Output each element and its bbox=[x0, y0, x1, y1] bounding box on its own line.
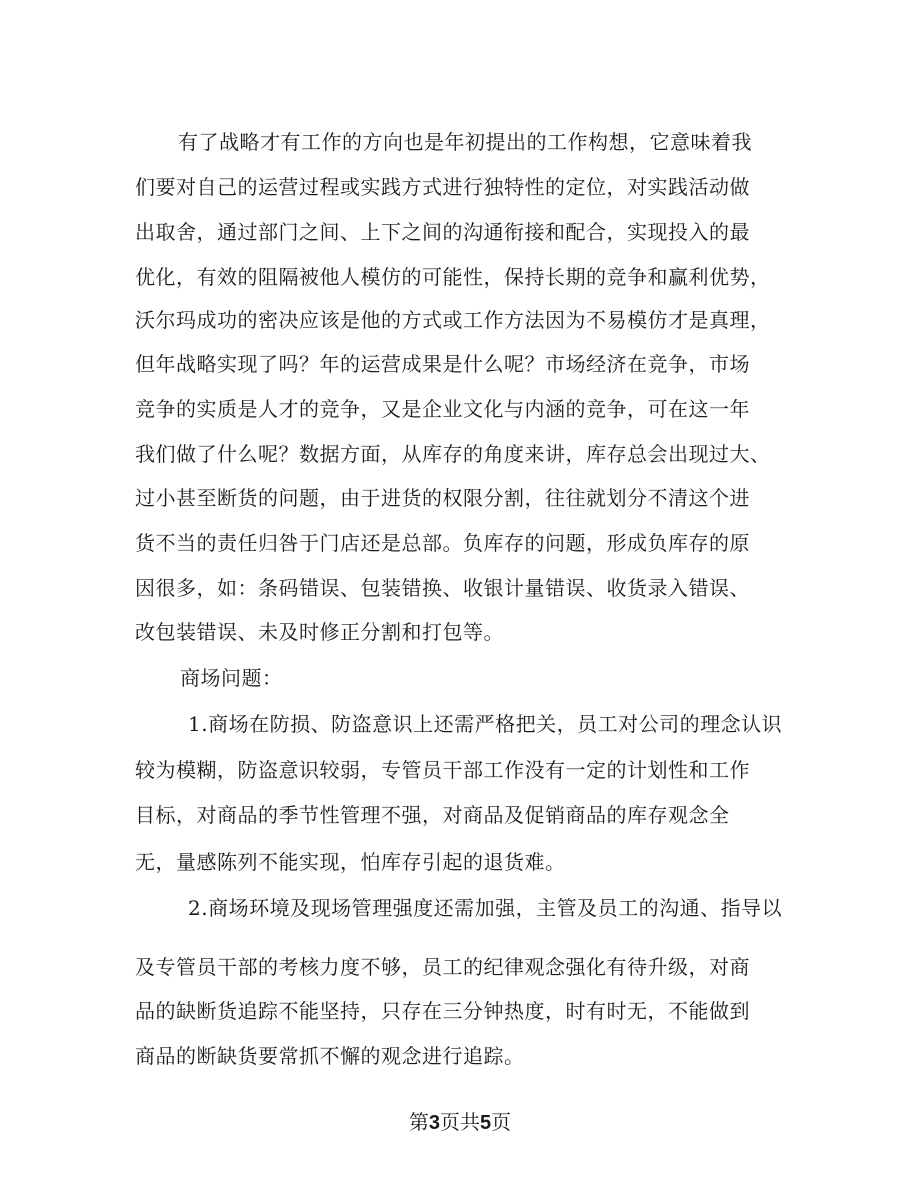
paragraph-line: 过小甚至断货的问题，由于进货的权限分割，往往就划分不清这个进 bbox=[135, 486, 750, 510]
item2-line: 商品的断缺货要常抓不懈的观念进行追踪。 bbox=[135, 1044, 525, 1068]
section-heading: 商场问题： bbox=[180, 666, 283, 690]
paragraph-line: 沃尔玛成功的密决应该是他的方式或工作方法因为不易模仿才是真理， bbox=[135, 308, 771, 332]
item1-line: 无，量感陈列不能实现，怕库存引起的退货难。 bbox=[135, 850, 566, 874]
item2-line: 2.商场环境及现场管理强度还需加强，主管及员工的沟通、指导以 bbox=[188, 896, 783, 920]
footer-middle: 页共 bbox=[440, 1110, 480, 1134]
paragraph-line: 我们做了什么呢？数据方面，从库存的角度来讲，库存总会出现过大、 bbox=[135, 442, 771, 466]
paragraph-line: 竞争的实质是人才的竞争，又是企业文化与内涵的竞争，可在这一年 bbox=[135, 397, 750, 421]
paragraph-line: 货不当的责任归咎于门店还是总部。负库存的问题，形成负库存的原 bbox=[135, 531, 750, 555]
paragraph-line: 改包装错误、未及时修正分割和打包等。 bbox=[135, 620, 504, 644]
current-page-number: 3 bbox=[428, 1112, 440, 1134]
paragraph-line: 出取舍，通过部门之间、上下之间的沟通衔接和配合，实现投入的最 bbox=[135, 220, 750, 244]
item2-line: 及专管员干部的考核力度不够，员工的纪律观念强化有待升级，对商 bbox=[135, 955, 750, 979]
item1-line: 1.商场在防损、防盗意识上还需严格把关，员工对公司的理念认识 bbox=[188, 712, 783, 736]
item1-line: 较为模糊，防盗意识较弱，专管员干部工作没有一定的计划性和工作 bbox=[135, 758, 750, 782]
page-footer bbox=[0, 1110, 920, 1135]
paragraph-line: 们要对自己的运营过程或实践方式进行独特性的定位，对实践活动做 bbox=[135, 175, 750, 199]
footer-prefix: 第 bbox=[408, 1110, 429, 1134]
item1-line: 目标，对商品的季节性管理不强，对商品及促销商品的库存观念全 bbox=[135, 803, 730, 827]
paragraph-line: 因很多，如：条码错误、包装错换、收银计量错误、收货录入错误、 bbox=[135, 576, 750, 600]
total-page-number: 5 bbox=[480, 1112, 492, 1134]
footer-suffix: 页 bbox=[491, 1110, 512, 1134]
paragraph-line: 有了战略才有工作的方向也是年初提出的工作构想，它意味着我 bbox=[178, 130, 752, 154]
item2-line: 品的缺断货追踪不能坚持，只存在三分钟热度，时有时无，不能做到 bbox=[135, 999, 750, 1023]
paragraph-line: 但年战略实现了吗？年的运营成果是什么呢？市场经济在竞争，市场 bbox=[135, 352, 750, 376]
paragraph-line: 优化，有效的阻隔被他人模仿的可能性，保持长期的竞争和赢利优势， bbox=[135, 265, 771, 289]
